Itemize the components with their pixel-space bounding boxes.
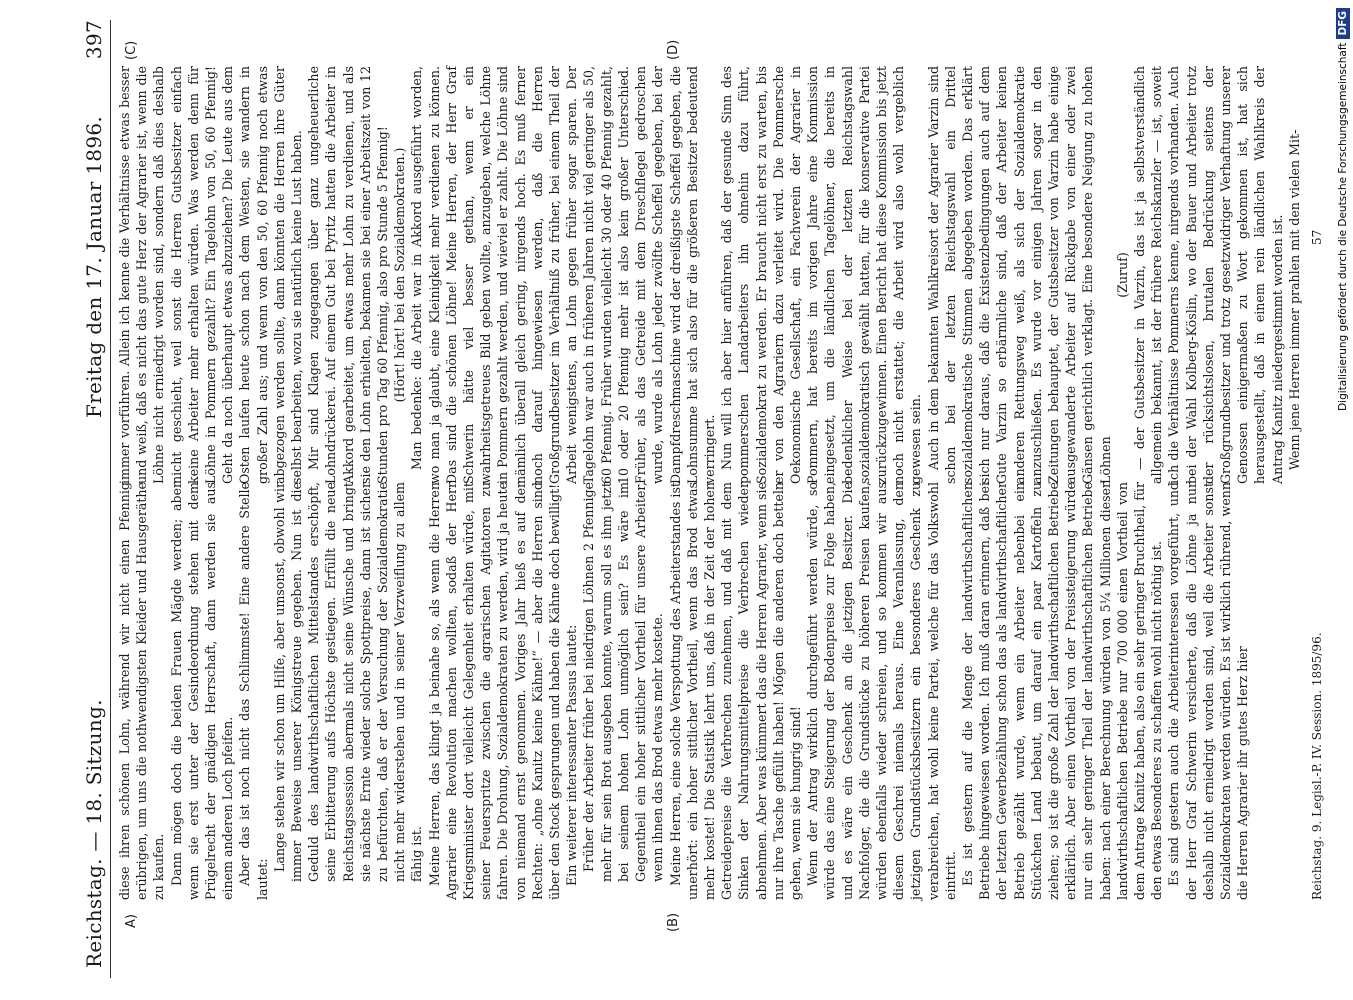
session-date: Freitag den 17. Januar 1896.	[82, 115, 106, 418]
quote-paragraph: Lange stehen wir schon um Hilfe, aber umsonst, obwohl wir immer Beweise unserer Königstreue gegeben. Nun ist die Geduld des landwirthschaftlichen Mittelstandes erschöpft, seine Erbitterung aufs Höchste gestiegen. Erfüllt die neue Reichstagssession abermals nicht seine Wünsche und bringt sie nächste Ernte wieder solche Spottpreise, dann ist sicher zu befürchten, daß er der Versuchung der Sozialdemokratie nicht mehr widerstehen und in seiner Verzweiflung zu allem fähig ist.	[271, 482, 425, 882]
margin-letter-c: (C)	[124, 40, 139, 60]
paragraph: Mir sind Klagen zugegangen über ganz ungeheuerliche Lohndrückerei. Auf einem Gut bei Pyritz hatten die Arbeiter in Akkord gearbeitet, um etwas mehr Lohn zu verdienen, und als sie den Lohn erhielten, bekamen sie bei einer Arbeitszeit von 12 Stunden pro Tag 60 Pfennig, also pro Stunde 5 Pfennig!	[306, 66, 391, 484]
paragraph: immer vorführen. Allein ich kenne die Verhältnisse etwas besser und weiß, daß es nicht das gute Herz der Agrarier ist, wenn die Löhne nicht erniedrigt worden sind, sondern daß dies deshalb nicht geschieht, weil sonst die Herren Gutsbesitzer einfach keine Arbeiter mehr erhalten würden. Was werden denn für Löhne in Pommern gezahlt? Ein Tagelohn von 50, 60 Pfennig! Geht da noch überhaupt etwas abzuziehen? Die Leute aus dem Osten laufen heute schon nach dem Westen, sie wandern in großer Zahl aus; und wenn von den 50, 60 Pfennig noch etwas abgezogen werden sollte, dann könnten die Herren ihre Güter selbst bearbeiten, wozu sie natürlich keine Lust haben.	[117, 66, 305, 484]
paragraph: Dann mögen doch die beiden Frauen Mägde werden; aber wenn sie erst unter der Gesindeordnung stehen mit dem Prügelrecht der gnädigen Herrschaft, dann werden sie aus einem anderen Loch pfeifen.	[168, 482, 236, 900]
digitization-note	[1336, 8, 1350, 996]
margin-letter-d: (D)	[666, 39, 681, 60]
paragraph: Es sind gestern auch die Arbeiterinteressen vorgeführt, und der Herr Graf Schwerin versicherte, daß die Löhne ja nur deshalb nicht erniedrigt worden sind, weil die Arbeiter sonst Sozialdemokraten werden würden. Es ist wirklich rührend, wenn die Herren Agrarier ihr gutes Herz hier	[1166, 482, 1251, 900]
paragraph: Es ist gestern auf die Menge der landwirthschaftlichen Betriebe hingewiesen worden. Ich muß daran erinnern, daß bei der letzten Gewerbezählung schon das als landwirthschaftlicher Betrieb gezählt wurde, wenn ein Arbeiter nebenbei ein Stückchen Land bebaut, um darauf ein paar Kartoffeln zu ziehen; so ist die große Zahl der landwirthschaftlichen Betriebe erklärlich. Aber einen Vortheil von der Preissteigerung würde nur ein sehr geringer Theil der landwirthschaftlichen Betriebe haben: nach einer Berechnung würden von 5¼ Millionen dieser landwirthschaftlichen Betriebe nur 700 000 einen Vortheil von dem Antrage Kanitz haben, also ein sehr geringer Bruchtheil, für den etwas Besonderes zu schaffen wohl nicht nöthig ist.	[959, 482, 1165, 900]
right-column	[116, 66, 1303, 484]
paragraph: diese ihren schönen Lohn, während wir nicht einen Pfennig erübrigen, um uns die nothwendigsten Kleider und Hausgeräthe zu kaufen.	[117, 482, 167, 900]
paragraph: Ein weiterer interessanter Passus lautet:	[564, 624, 580, 886]
footer-legislature: Reichstag. 9. Legisl.-P. IV. Session. 1895/96.	[1310, 632, 1324, 900]
paragraph: — der Gutsbesitzer in Varzin, das ist ja selbstverständlich allgemein bekannt, ist der frühere Reichskanzler — ist, soweit ich die Verhältnisse Pommerns kenne, nirgends vorhanden. Auch bei der Wahl Kolberg-Köslin, wo der Bauer und Arbeiter trotz der rücksichtslosen, brutalen Bedrückung seitens der Großgrundbesitzer und trotz gesetzwidriger Verhaftung unserer Genossen einigermaßen zu Wort gekommen ist, hat sich herausgestellt, daß in einem rein ländlichen Wahlkreis der Antrag Kanitz niedergestimmt worden ist.	[1131, 66, 1285, 484]
dfg-logo: DFG	[1336, 8, 1350, 39]
paragraph: Nun will ich aber hier anführen, daß der gesunde Sinn des pommerschen Landarbeiters ihn ohnehin dazu führt, Sozialdemokrat zu werden. Er braucht nicht erst zu warten, bis er von den Agrariern dazu verleitet wird. Die Pommersche Oekonomische Gesellschaft, ein Fachverein der Agrarier in Pommern, hat bereits im vorigen Jahre eine Kommission eingesetzt, um die ländlichen Tagelöhner, die bereits in bedenklicher Weise bei der letzten Reichstagswahl sozialdemokratisch gewählt hatten, für die konservative Partei zurückzugewinnen. Einen Bericht hat diese Kommission bis jetzt noch nicht erstattet; die Arbeit wird also wohl vergeblich gewesen sein.	[719, 66, 924, 484]
session-title: Reichstag. — 18. Sitzung.	[82, 699, 106, 968]
quote-paragraph: Früher der Arbeiter früher bei niedrigen Löhnen 2 Pfennige mehr für sein Brot ausgeben konnte, warum soll es ihm jetzt bei seinem hohen Lohn unmöglich sein? Es wäre im Gegentheil ein hoher sittlicher Vortheil für unsere Arbeiter, wenn ihnen das Brod etwas mehr kostete.	[581, 482, 666, 882]
page-header	[82, 20, 108, 978]
paragraph: Aber das ist noch nicht das Schlimmste! Eine andere Stelle lautet:	[237, 482, 270, 900]
paragraph: Wenn der Antrag wirklich durchgeführt werden würde, so würde das eine Steigerung der Bodenpreise zur Folge haben, und es wäre ein Geschenk an die jetzigen Besitzer. Die Nachfolger, die die Grundstücke zu höheren Preisen kaufen, würden ebenfalls wieder schreien, und so kommen wir aus diesem Geschrei niemals heraus. Eine Veranlassung, den jetzigen Grundstücksbesitzern ein besonderes Geschenk zu verabreichen, hat wohl keine Partei, welche für das Volkswohl eintritt.	[805, 482, 958, 900]
paragraph: Man bedenke: die Arbeit war in Akkord ausgeführt worden, wo man ja glaubt, eine Kleinigkeit mehr verdienen zu können. Das sind die schönen Löhne! Meine Herren, der Herr Graf Schwerin hätte viel besser gethan, wenn er ein wahrheitsgetreues Bild geben wollte, anzugeben, welche Löhne in Pommern gezahlt werden, und wieviel er zahlt. Die Löhne sind nämlich überall gleich gering, nirgends hoch. Es muß ferner noch darauf hingewiesen werden, daß die Herren Großgrundbesitzer im Verhältniß zu früher, bei einem Theil der Arbeit wenigstens, an Lohn gegen früher sogar sparen. Der Tagelohn war auch in früheren Jahren nicht viel geringer als 50, 60 Pfennig. Früher wurden vielleicht 30 oder 40 Pfennig gezahlt, 10 oder 20 Pfennig mehr ist also kein großer Unterschied. Früher, als das Getreide mit dem Dreschflegel gedroschen wurde, wurde als Lohn jeder zwölfte Scheffel gegeben, bei der Dampfdreschmaschine wird der dreißigste Scheffel gegeben, die Lohnsumme hat sich also für die größeren Besitzer bedeutend verringert.	[409, 66, 717, 484]
margin-letter-b: (B)	[666, 912, 681, 932]
left-column	[116, 482, 1251, 900]
funding-text: Digitalisierung gefördert durch die Deutsche Forschungsgemeinschaft	[1337, 42, 1349, 411]
interjection: (Zuruf)	[1114, 252, 1130, 298]
paragraph: Meine Herren, eine solche Verspottung des Arbeiterstandes ist unerhört: ein hoher sittlicher Vortheil, wenn das Brod etwas mehr kostet! Die Statistik lehrt uns, daß in der Zeit der hohen Getreidepreise die Verbrechen zunehmen, und daß mit dem Sinken der Nahrungsmittelpreise die Verbrechen wieder abnehmen. Aber was kümmert das die Herren Agrarier, wenn sie nur ihre Tasche gefüllt haben! Mögen die anderen doch betteln gehen, wenn sie hungrig sind!	[667, 482, 803, 900]
interjection: (Hört! hört! bei den Sozialdemokraten.)	[392, 147, 408, 403]
header-rule	[110, 20, 111, 978]
paragraph: Auch in dem bekannten Wahlkreisort der Agrarier Varzin sind schon bei der letzten Reichstagswahl ein Drittel sozialdemokratische Stimmen abgegeben worden. Das erklärt sich nur daraus, daß die Existenzbedingungen auch auf dem Gute Varzin so erbärmliche sind, daß der Arbeiter keinen anderen Rettungsweg weiß, als sich der Sozialdemokratie anzuschließen. Es wurde vor einigen Jahren sogar in den Zeitungen behauptet, der Gutsbesitzer von Varzin habe einige ausgewanderte Arbeiter auf Rückgabe von einer oder zwei Gänsen gerichtlich verklagt. Eine besondere Neigung zu hohen Löhnen	[925, 66, 1113, 484]
footer-sheet-number: 57	[1310, 229, 1324, 245]
page-number: 397	[82, 20, 106, 60]
margin-letter-a: A)	[124, 914, 139, 928]
paragraph: Meine Herren, das klingt ja beinahe so, als wenn die Herren Agrarier eine Revolution machen wollten, sodaß der Herr Kriegsminister dort vielleicht Gelegenheit erhalten würde, mit seiner Feuerspritze zwischen die agrarischen Agitatoren zu fahren. Die Drohung, Sozialdemokraten zu werden, wird ja heute von niemand ernst genommen. Voriges Jahr hieß es auf der Rechten: „ohne Kanitz keine Kähne!“ — aber die Herren sind über den Stock gesprungen und haben die Kähne doch bewilligt!	[426, 482, 563, 900]
paragraph: Wenn jene Herren immer prahlen mit den vielen Mit-	[1286, 129, 1302, 470]
